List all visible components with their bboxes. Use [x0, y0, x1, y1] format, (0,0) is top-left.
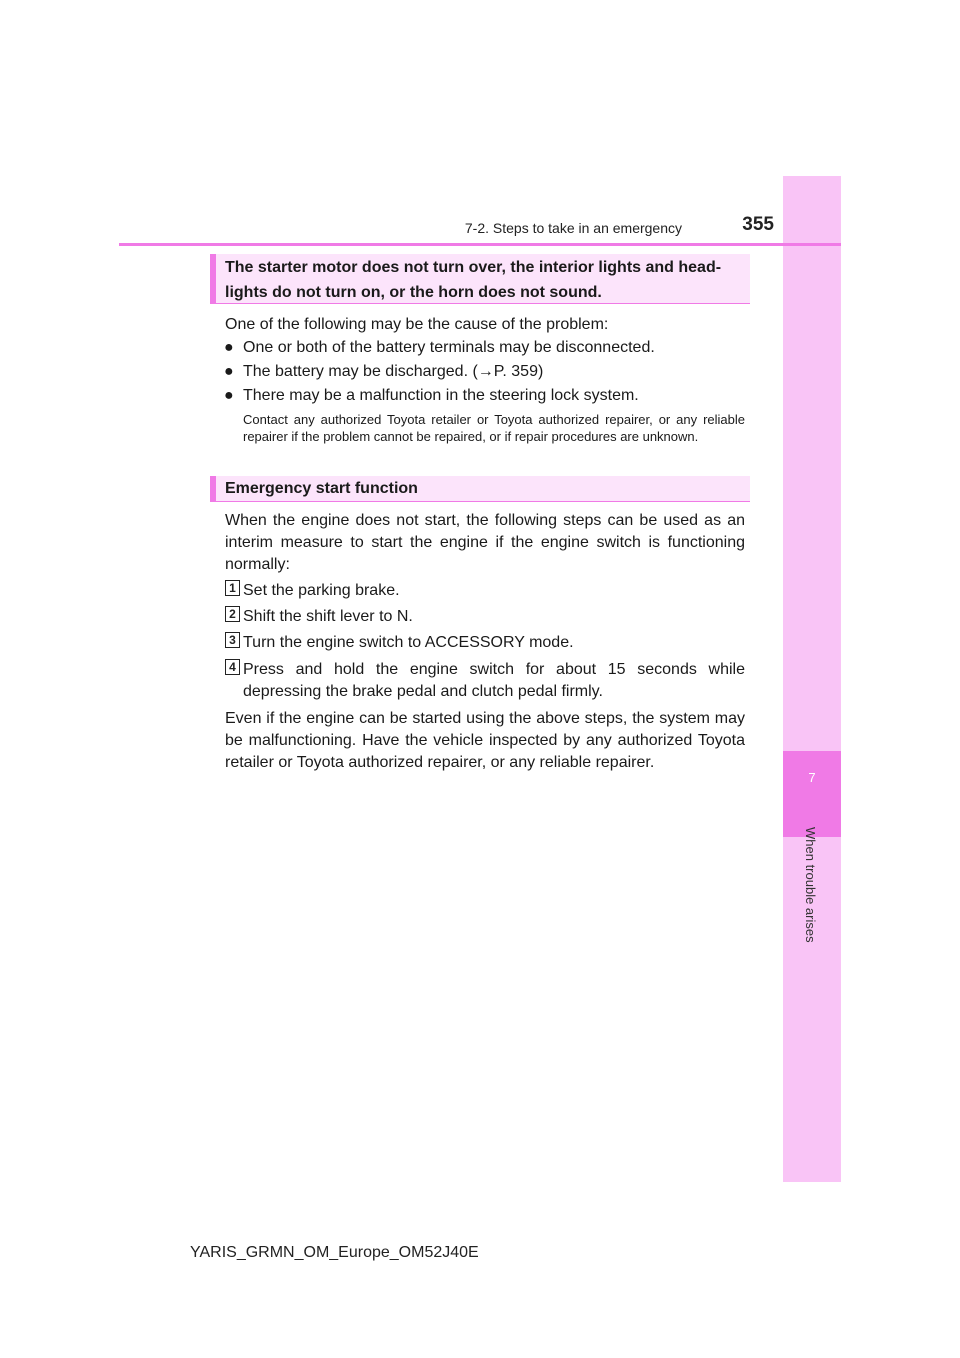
step-number-badge: 2: [225, 606, 240, 622]
step-text: Shift the shift lever to N.: [243, 608, 413, 625]
bullet-item: One or both of the battery terminals may be disconnected.: [243, 339, 655, 356]
chapter-number-box: [783, 751, 841, 837]
section-heading-starter: [210, 254, 750, 304]
header-rule: [119, 243, 841, 246]
step-number-badge: 4: [225, 659, 240, 675]
bullet-icon: ●: [224, 363, 234, 380]
chapter-side-tab: [783, 176, 841, 1182]
section-heading-emergency-start: Emergency start function: [210, 476, 750, 502]
step-number-badge: 1: [225, 580, 240, 596]
step-text: Turn the engine switch to ACCESSORY mode.: [243, 634, 574, 651]
chapter-number: 7: [808, 770, 816, 785]
bullet-icon: ●: [224, 339, 234, 356]
bullet-item: There may be a malfunction in the steering lock system.: [243, 387, 639, 404]
section-title: 7-2. Steps to take in an emergency: [464, 220, 682, 236]
heading-line-2: lights do not turn on, or the horn does not sound.: [225, 284, 602, 301]
heading-line-1: The starter motor does not turn over, the interior lights and head-: [225, 259, 722, 276]
bullet-icon: ●: [224, 387, 234, 404]
section2-intro: When the engine does not start, the following steps can be used as an interim measure to start the engine if the engine switch is functioning normally:: [225, 512, 745, 573]
page-number: 355: [742, 214, 774, 235]
step-text: Set the parking brake.: [243, 582, 400, 599]
document-id: YARIS_GRMN_OM_Europe_OM52J40E: [190, 1244, 479, 1261]
step-text: Press and hold the engine switch for about 15 seconds while depressing the brake pedal and clutch pedal firmly.: [243, 661, 745, 700]
repair-note: Contact any authorized Toyota retailer or Toyota authorized repairer, or any reliable repairer if the problem cannot be repaired, or if repair procedures are unknown.: [243, 412, 745, 444]
step-number-badge: 3: [225, 632, 240, 648]
bullet-item: The battery may be discharged. (→P. 359): [243, 363, 544, 380]
chapter-title: When trouble arises: [803, 827, 818, 943]
section2-closing: Even if the engine can be started using the above steps, the system may be malfunctioning. Have the vehicle inspected by any authorized Toyota retailer or Toyota authorized repairer, or any reliable repairer.: [225, 710, 745, 771]
section1-intro: One of the following may be the cause of the problem:: [225, 316, 609, 333]
